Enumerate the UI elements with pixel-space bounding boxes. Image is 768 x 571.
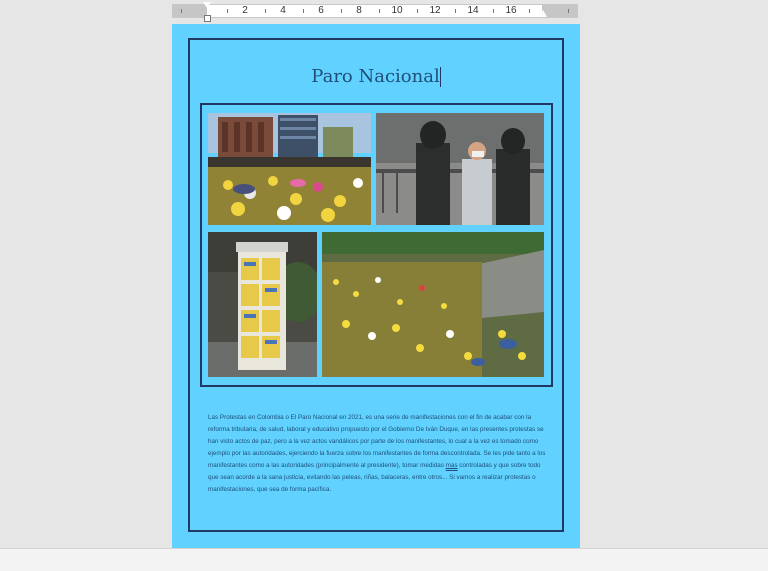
ruler-tick bbox=[379, 9, 380, 13]
body-text-segment: controladas y que sobre todo que sean acorde a la sana justicia, evitando las peleas, riñas, balaceras, entre otros... Si vamos a realizar protestas o manifestaciones, que sea de forma pacífica. bbox=[208, 462, 541, 493]
ruler-left-margin bbox=[173, 5, 207, 17]
photo-police-officers[interactable] bbox=[376, 113, 544, 225]
right-indent-marker[interactable] bbox=[539, 10, 547, 17]
ruler-tick bbox=[417, 9, 418, 13]
horizontal-ruler[interactable] bbox=[172, 4, 578, 18]
ruler-tick bbox=[493, 9, 494, 13]
ruler-label: 6 bbox=[318, 5, 324, 16]
ruler-right-margin bbox=[542, 5, 577, 17]
ruler-tick bbox=[303, 9, 304, 13]
ruler-tick bbox=[529, 9, 530, 13]
grammar-flagged-word[interactable]: mas bbox=[445, 462, 458, 469]
ruler-label: 14 bbox=[467, 5, 479, 16]
document-title[interactable] bbox=[172, 66, 580, 87]
document-body-paragraph[interactable] bbox=[208, 412, 546, 496]
ruler-tick bbox=[341, 9, 342, 13]
document-page[interactable] bbox=[172, 24, 580, 548]
ruler-label: 16 bbox=[505, 5, 517, 16]
left-indent-marker[interactable] bbox=[204, 15, 211, 22]
ruler-tick bbox=[455, 9, 456, 13]
ruler-label: 12 bbox=[429, 5, 441, 16]
document-title-text: Paro Nacional bbox=[311, 66, 440, 87]
ruler-tick bbox=[181, 9, 182, 13]
ruler-label: 10 bbox=[391, 5, 403, 16]
ruler-tick bbox=[265, 9, 266, 13]
photo-crowd-square[interactable] bbox=[208, 113, 371, 225]
body-text-segment: Las Protestas en Colombia o El Paro Nacional en 2021, es una serie de manifestaciones con el fin de acabar con la reforma tributaria, de salud, laboral y educativo propuesto por el Gobierno De Iván Duque, en las presentes protestas se han visto actos de paz, pero a la vez actos vandálicos por parte de los manifestantes, lo cual a la vez es tomado como ejemplo por las autoridades, ejerciendo la fuerza sobre los manifestantes de forma descontrolada. Se les pide tanto a los manifestantes como a las autoridades (principalmente al presidente), tomar medidas bbox=[208, 414, 546, 469]
photo-poster-column[interactable] bbox=[208, 232, 317, 377]
text-cursor bbox=[440, 67, 441, 87]
ruler-label: 2 bbox=[242, 5, 248, 16]
first-line-indent-marker[interactable] bbox=[203, 2, 211, 8]
ruler-tick bbox=[568, 9, 569, 13]
ruler-label: 8 bbox=[356, 5, 362, 16]
photo-aerial-crowd[interactable] bbox=[322, 232, 544, 377]
ruler-label: 4 bbox=[280, 5, 286, 16]
status-bar bbox=[0, 548, 768, 571]
ruler-tick bbox=[227, 9, 228, 13]
